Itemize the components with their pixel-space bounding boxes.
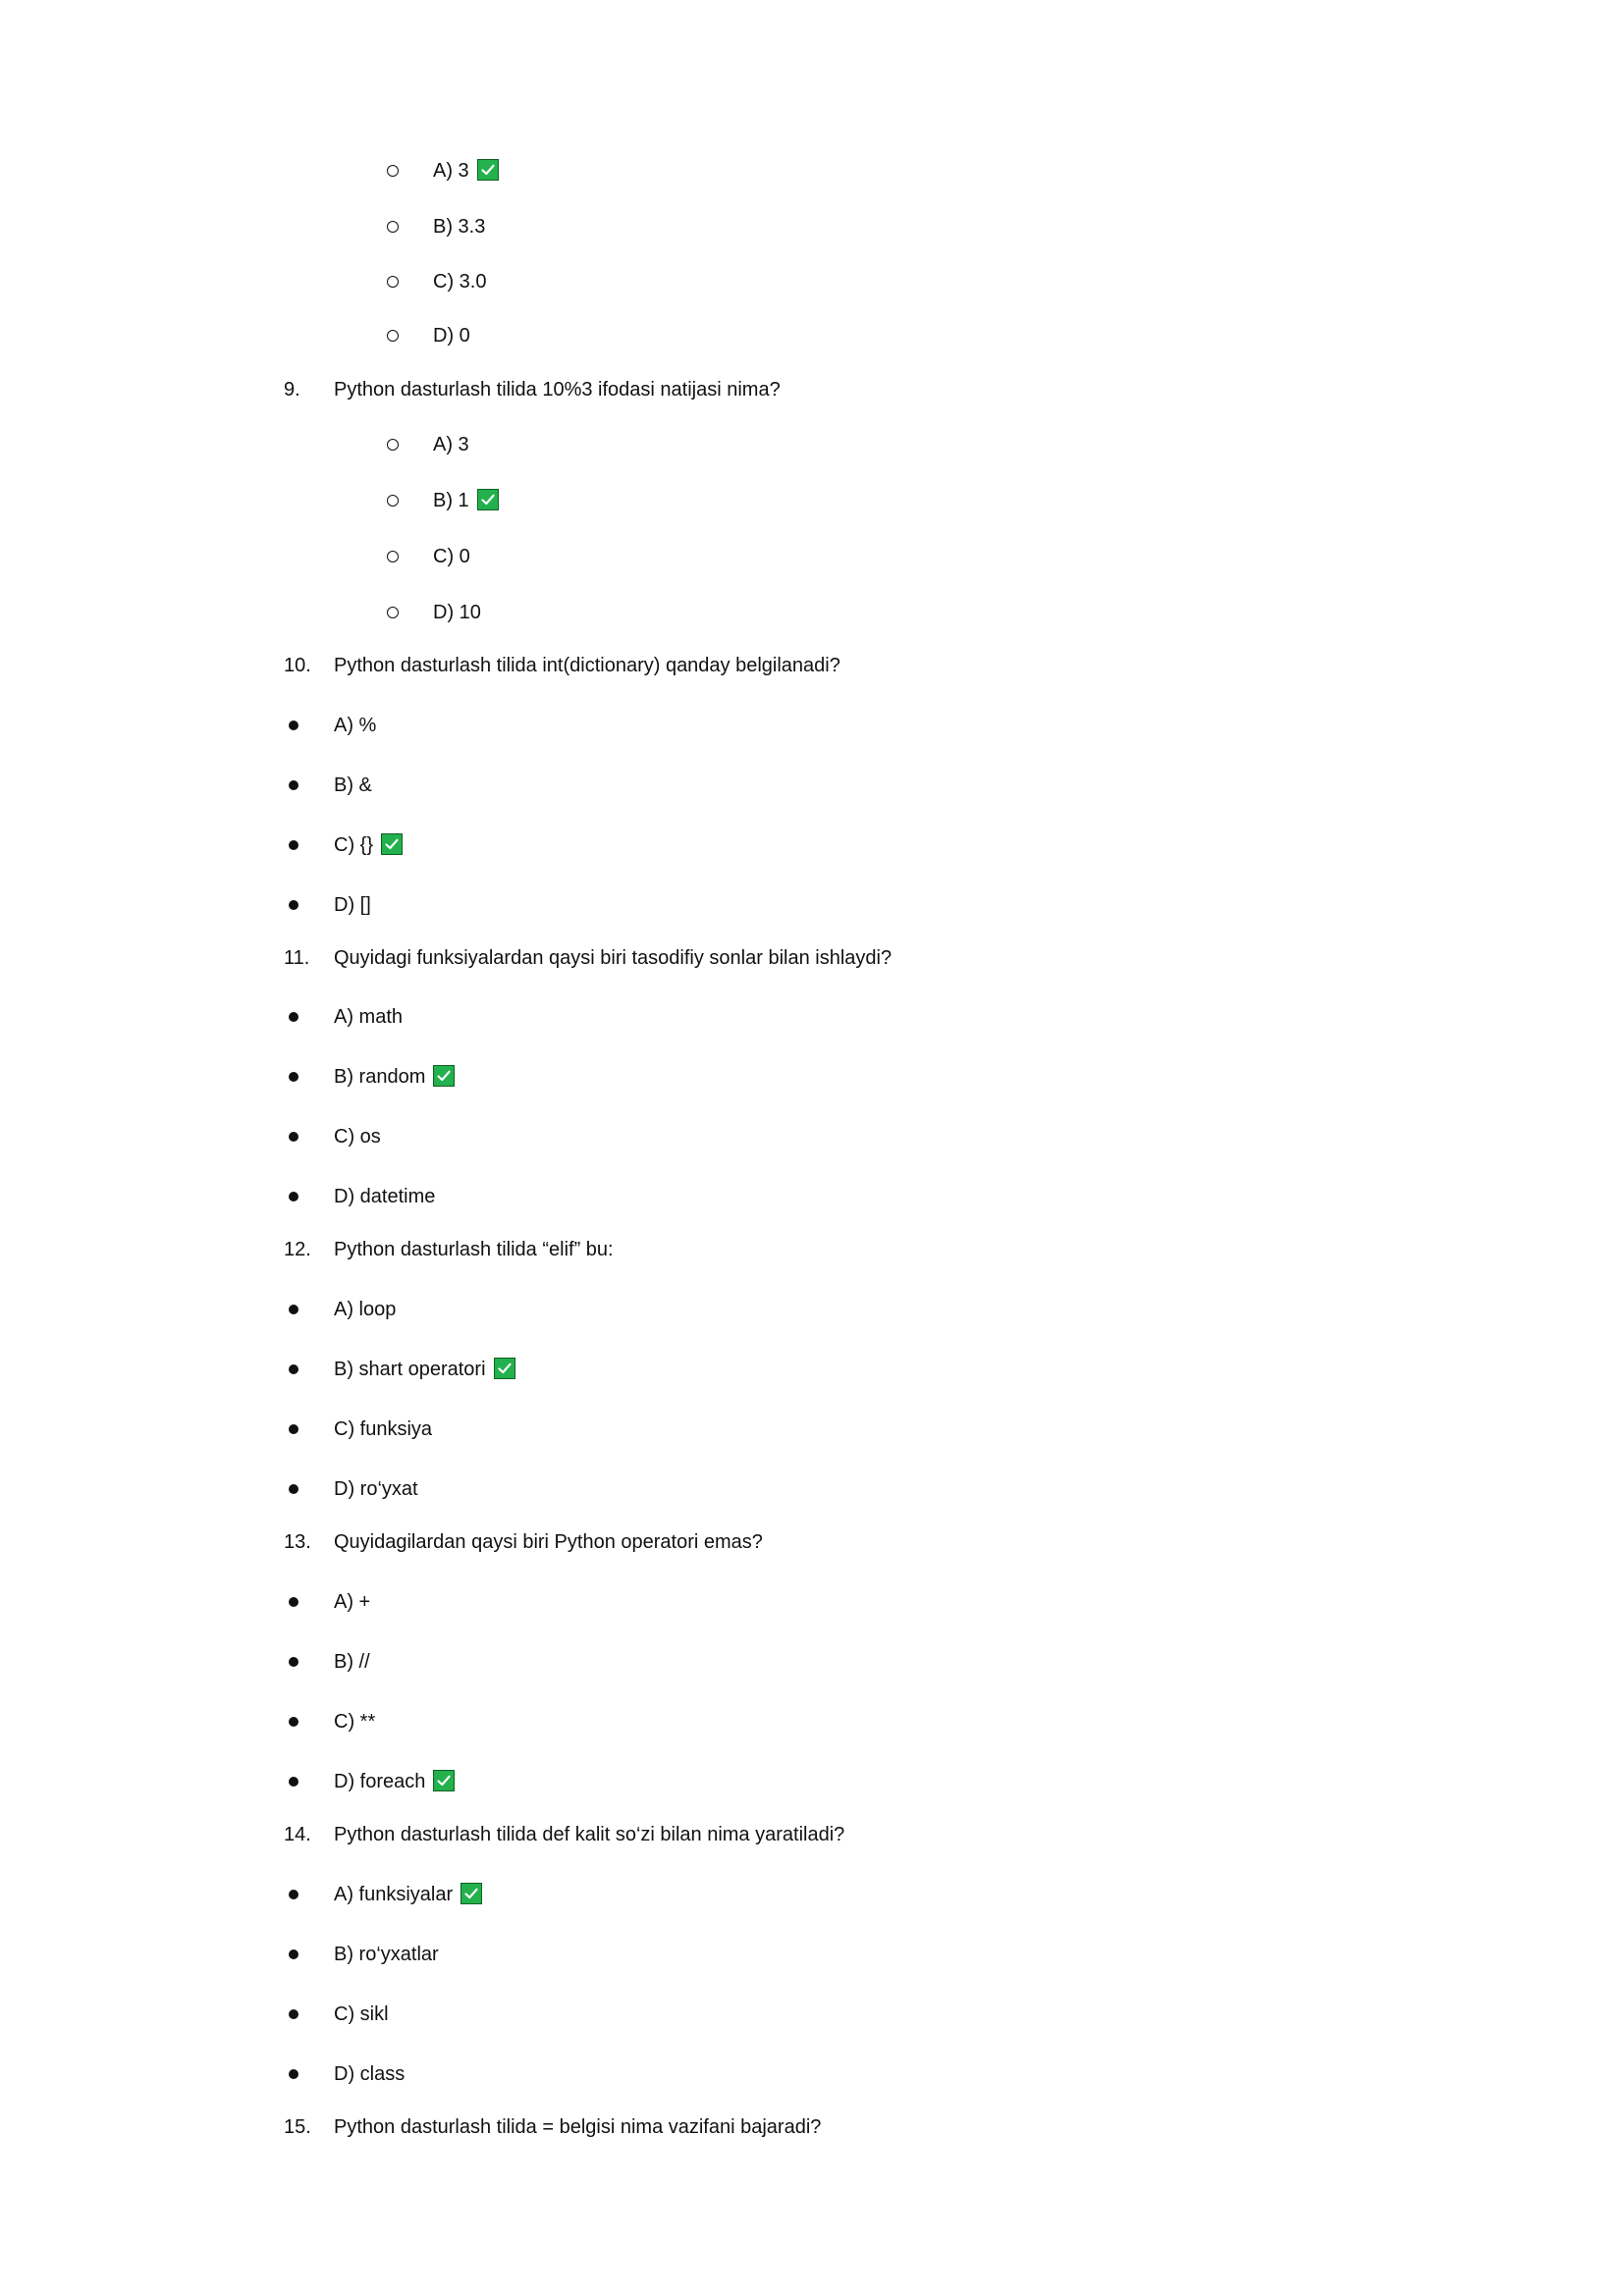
- answer-option: [0, 1290, 1624, 1329]
- answer-option: [0, 316, 1624, 355]
- filled-bullet-icon: [289, 1777, 298, 1787]
- question-text: Python dasturlash tilida “elif” bu:: [334, 1239, 614, 1260]
- question-number: 15.: [284, 2116, 311, 2138]
- filled-bullet-icon: [289, 1949, 298, 1959]
- answer-option: [0, 537, 1624, 576]
- answer-option: [0, 1582, 1624, 1622]
- answer-option: [0, 151, 1624, 190]
- answer-option-label: C) funksiya: [334, 1418, 433, 1440]
- check-mark-icon: [477, 489, 499, 510]
- answer-option-label: C) sikl: [334, 2003, 389, 2025]
- answer-option: [0, 1057, 1624, 1096]
- answer-option-label: C) 0: [433, 546, 470, 567]
- check-mark-icon: [477, 159, 499, 181]
- check-mark-icon: [433, 1065, 455, 1087]
- answer-option-label: D) 10: [433, 602, 481, 623]
- hollow-circle-bullet-icon: [387, 276, 399, 288]
- answer-option-label: D) foreach: [334, 1771, 426, 1792]
- hollow-circle-bullet-icon: [387, 607, 399, 618]
- check-mark-icon: [381, 833, 403, 855]
- check-mark-icon: [460, 1883, 482, 1904]
- answer-option-label: D) class: [334, 2063, 406, 2085]
- filled-bullet-icon: [289, 721, 298, 730]
- answer-option-label: B) &: [334, 774, 372, 796]
- answer-option-label: C) 3.0: [433, 271, 487, 293]
- answer-option: [0, 706, 1624, 745]
- answer-option: [0, 1177, 1624, 1216]
- answer-option-label: B) 3.3: [433, 216, 486, 238]
- answer-option-label: A) funksiyalar: [334, 1884, 454, 1905]
- question-text: Python dasturlash tilida int(dictionary) qanday belgilanadi?: [334, 655, 840, 676]
- answer-option: [0, 885, 1624, 925]
- question-line: [0, 1230, 1624, 1269]
- question-text: Python dasturlash tilida 10%3 ifodasi natijasi nima?: [334, 379, 781, 400]
- answer-option: [0, 1762, 1624, 1801]
- filled-bullet-icon: [289, 1597, 298, 1607]
- filled-bullet-icon: [289, 1072, 298, 1082]
- answer-option: [0, 425, 1624, 464]
- hollow-circle-bullet-icon: [387, 439, 399, 451]
- filled-bullet-icon: [289, 1132, 298, 1142]
- answer-option-label: B) 1: [433, 490, 469, 511]
- answer-option-label: B) random: [334, 1066, 426, 1088]
- question-number: 9.: [284, 379, 300, 400]
- filled-bullet-icon: [289, 1657, 298, 1667]
- answer-option-label: C) {}: [334, 834, 374, 856]
- filled-bullet-icon: [289, 840, 298, 850]
- answer-option-label: D) datetime: [334, 1186, 436, 1207]
- answer-option-label: A) 3: [433, 160, 469, 182]
- hollow-circle-bullet-icon: [387, 221, 399, 233]
- answer-option: [0, 1350, 1624, 1389]
- answer-option: [0, 1702, 1624, 1741]
- hollow-circle-bullet-icon: [387, 330, 399, 342]
- answer-option: [0, 766, 1624, 805]
- filled-bullet-icon: [289, 1890, 298, 1899]
- question-text: Quyidagilardan qaysi biri Python operatori emas?: [334, 1531, 763, 1553]
- question-text: Quyidagi funksiyalardan qaysi biri tasodifiy sonlar bilan ishlaydi?: [334, 947, 893, 969]
- question-line: [0, 370, 1624, 409]
- filled-bullet-icon: [289, 900, 298, 910]
- answer-option-label: A) 3: [433, 434, 469, 455]
- filled-bullet-icon: [289, 1364, 298, 1374]
- question-text: Python dasturlash tilida def kalit so‘zi bilan nima yaratiladi?: [334, 1824, 845, 1845]
- question-line: [0, 938, 1624, 978]
- answer-option: [0, 207, 1624, 246]
- answer-option: [0, 1642, 1624, 1682]
- hollow-circle-bullet-icon: [387, 495, 399, 507]
- hollow-circle-bullet-icon: [387, 551, 399, 562]
- question-line: [0, 2108, 1624, 2147]
- answer-option-label: D) ro‘yxat: [334, 1478, 418, 1500]
- question-number: 12.: [284, 1239, 311, 1260]
- answer-option-label: B) shart operatori: [334, 1359, 486, 1380]
- answer-option-label: A) math: [334, 1006, 404, 1028]
- filled-bullet-icon: [289, 2009, 298, 2019]
- filled-bullet-icon: [289, 2069, 298, 2079]
- answer-option: [0, 593, 1624, 632]
- answer-option-label: A) loop: [334, 1299, 397, 1320]
- answer-option: [0, 1935, 1624, 1974]
- answer-option: [0, 997, 1624, 1037]
- filled-bullet-icon: [289, 1717, 298, 1727]
- question-line: [0, 1815, 1624, 1854]
- answer-option: [0, 1469, 1624, 1509]
- filled-bullet-icon: [289, 1484, 298, 1494]
- filled-bullet-icon: [289, 1305, 298, 1314]
- filled-bullet-icon: [289, 1012, 298, 1022]
- answer-option-label: D) []: [334, 894, 371, 916]
- answer-option-label: B) ro‘yxatlar: [334, 1944, 439, 1965]
- question-number: 13.: [284, 1531, 311, 1553]
- answer-option: [0, 1410, 1624, 1449]
- question-line: [0, 1522, 1624, 1562]
- answer-option: [0, 1995, 1624, 2034]
- answer-option-label: C) os: [334, 1126, 381, 1148]
- answer-option-label: C) **: [334, 1711, 376, 1733]
- check-mark-icon: [494, 1358, 515, 1379]
- answer-option: [0, 481, 1624, 520]
- answer-option: [0, 1117, 1624, 1156]
- answer-option-label: A) %: [334, 715, 377, 736]
- filled-bullet-icon: [289, 1192, 298, 1201]
- question-text: Python dasturlash tilida = belgisi nima vazifani bajaradi?: [334, 2116, 822, 2138]
- answer-option-label: D) 0: [433, 325, 470, 347]
- question-number: 10.: [284, 655, 311, 676]
- answer-option: [0, 262, 1624, 301]
- answer-option: [0, 826, 1624, 865]
- answer-option: [0, 1875, 1624, 1914]
- filled-bullet-icon: [289, 780, 298, 790]
- question-number: 14.: [284, 1824, 311, 1845]
- filled-bullet-icon: [289, 1424, 298, 1434]
- answer-option-label: A) +: [334, 1591, 371, 1613]
- check-mark-icon: [433, 1770, 455, 1791]
- question-line: [0, 646, 1624, 685]
- answer-option-label: B) //: [334, 1651, 370, 1673]
- hollow-circle-bullet-icon: [387, 165, 399, 177]
- answer-option: [0, 2055, 1624, 2094]
- question-number: 11.: [284, 947, 310, 969]
